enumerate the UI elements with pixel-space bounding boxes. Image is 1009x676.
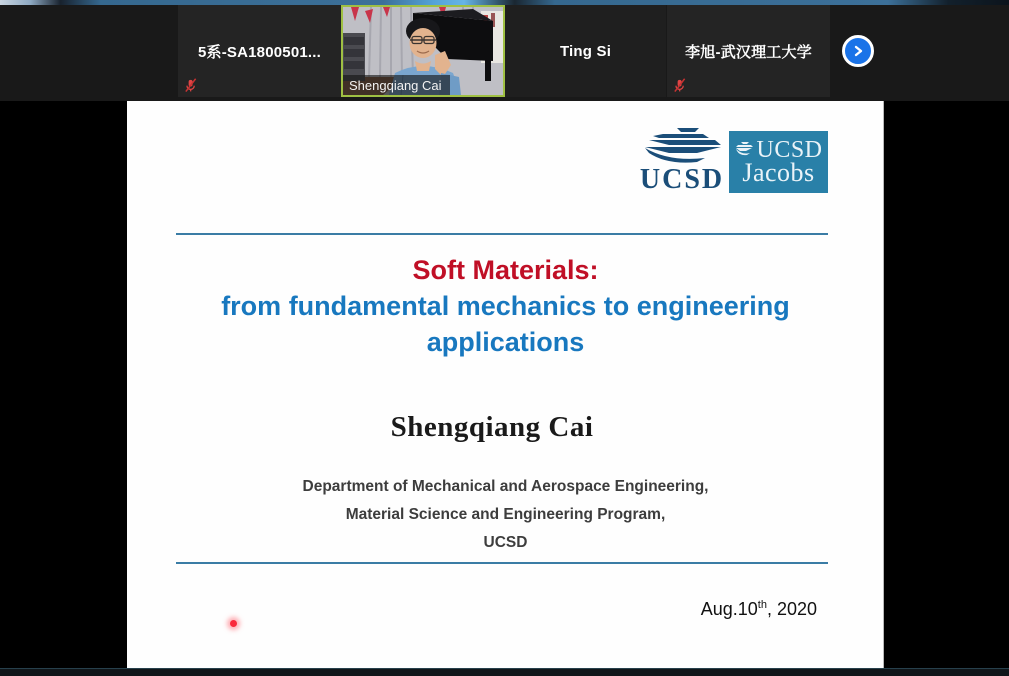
ucsd-jacobs-logo [729, 131, 828, 193]
affiliation-line2: Material Science and Engineering Program, [345, 506, 666, 523]
affiliation-line1: Department of Mechanical and Aerospace Engineering, [302, 478, 709, 495]
participant-name: 5系-SA1800501... [197, 43, 322, 61]
geisel-library-small-icon [734, 142, 754, 158]
slide-title-line1: Soft Materials: [412, 255, 599, 285]
window-bottom-edge [0, 668, 1009, 676]
participant-tile[interactable] [667, 5, 830, 97]
participant-tile[interactable] [505, 5, 666, 97]
affiliation-line3: UCSD [483, 534, 528, 551]
jacobs-ucsd-text: UCSD [756, 137, 823, 163]
active-speaker-video[interactable] [341, 5, 505, 97]
slide-author: Shengqiang Cai [390, 411, 594, 443]
ucsd-logo [639, 128, 725, 193]
slide-title-line3: applications [426, 327, 585, 357]
ucsd-wordmark: UCSD [639, 164, 725, 195]
next-participants-button[interactable] [842, 35, 874, 67]
participant-filmstrip [0, 5, 1009, 101]
geisel-library-icon [639, 128, 725, 166]
chevron-right-icon [851, 44, 865, 58]
top-divider-line [176, 233, 828, 235]
slide-title [127, 252, 884, 360]
slide-affiliation [127, 473, 884, 557]
slide-date: Aug.10th, 2020 [700, 599, 817, 619]
jacobs-text: Jacobs [742, 158, 815, 187]
muted-mic-icon [672, 78, 687, 93]
shared-slide [127, 101, 884, 668]
laser-pointer-dot [230, 620, 237, 627]
participant-tile[interactable] [178, 5, 341, 97]
slide-title-line2: from fundamental mechanics to engineering [221, 291, 790, 321]
participant-name: Ting Si [559, 42, 612, 60]
participant-name: 李旭-武汉理工大学 [685, 43, 812, 61]
muted-mic-icon [183, 78, 198, 93]
logo-row [639, 128, 828, 193]
speaker-name-tag: Shengqiang Cai [343, 75, 450, 95]
bottom-divider-line [176, 562, 828, 564]
